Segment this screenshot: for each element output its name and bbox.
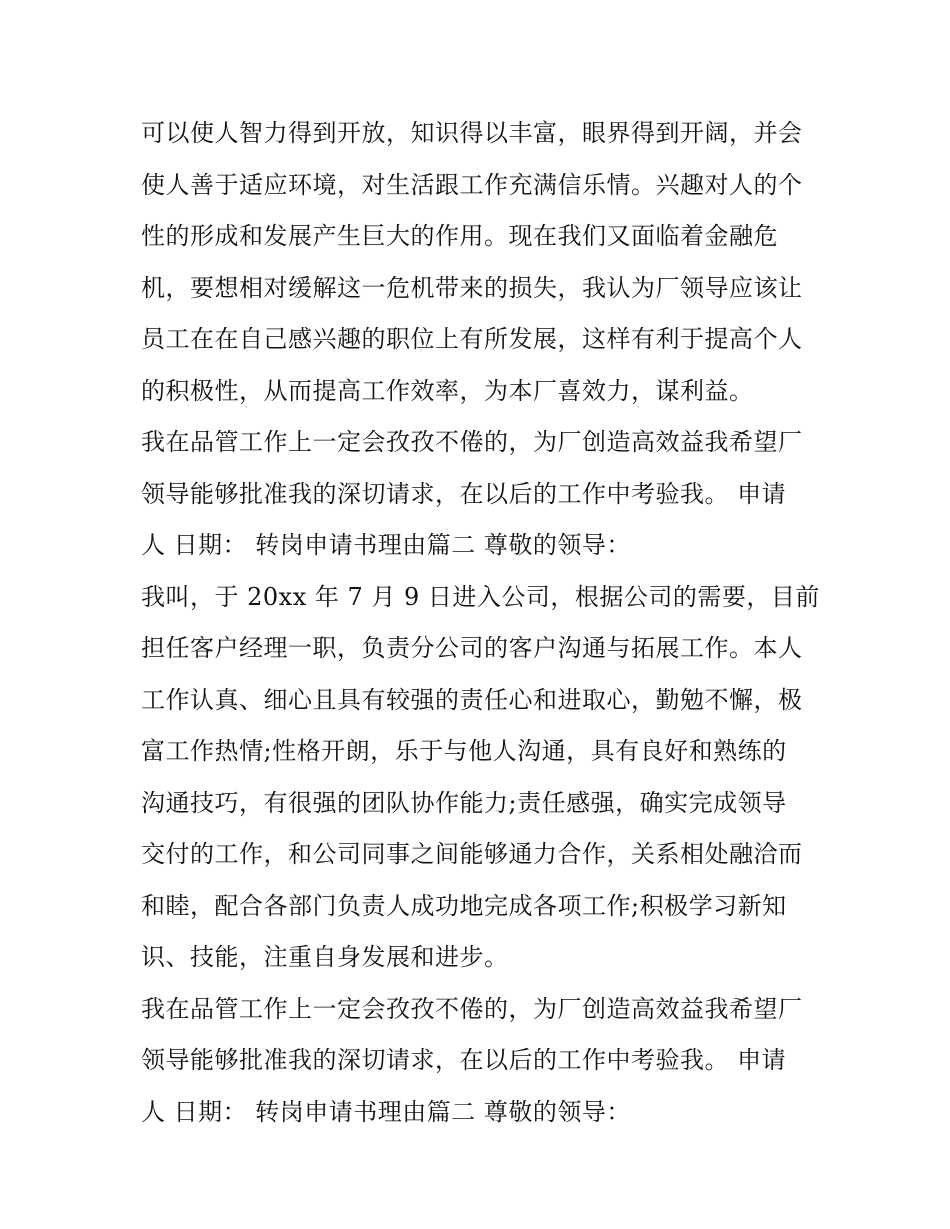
text-line: 机，要想相对缓解这一危机带来的损失，我认为厂领导应该让: [141, 273, 803, 302]
text-line: 和睦，配合各部门负责人成功地完成各项工作;积极学习新知: [141, 891, 787, 920]
text-line: 可以使人智力得到开放，知识得以丰富，眼界得到开阔，并会: [141, 119, 803, 147]
text-line: 交付的工作，和公司同事之间能够通力合作，关系相处融洽而: [141, 840, 803, 868]
text-line: 我叫，于 20xx 年 7 月 9 日进入公司，根据公司的需要，目前: [141, 582, 820, 611]
text-line: 的积极性，从而提高工作效率，为本厂喜效力，谋利益。: [141, 376, 754, 405]
text-line: 员工在在自己感兴趣的职位上有所发展，这样有利于提高个人: [141, 325, 803, 353]
text-line: 使人善于适应环境，对生活跟工作充满信乐情。兴趣对人的个: [141, 170, 803, 199]
text-line: 我在品管工作上一定会孜孜不倦的，为厂创造高效益我希望厂: [141, 994, 803, 1023]
text-line: 富工作热情;性格开朗，乐于与他人沟通，具有良好和熟练的: [141, 737, 787, 765]
text-line: 我在品管工作上一定会孜孜不倦的，为厂创造高效益我希望厂: [141, 428, 803, 456]
body-text: [141, 108, 821, 1138]
text-line: 性的形成和发展产生巨大的作用。现在我们又面临着金融危: [141, 222, 778, 250]
text-line: 人 日期： 转岗申请书理由篇二 尊敬的领导：: [141, 531, 631, 559]
text-line: 担任客户经理一职，负责分公司的客户沟通与拓展工作。本人: [141, 634, 803, 662]
text-line: 工作认真、细心且具有较强的责任心和进取心，勤勉不懈，极: [141, 685, 803, 714]
text-line: 沟通技巧，有很强的团队协作能力;责任感强，确实完成领导: [141, 788, 787, 817]
text-line: 领导能够批准我的深切请求，在以后的工作中考验我。 申请: [141, 1046, 787, 1074]
text-line: 识、技能，注重自身发展和进步。: [141, 943, 509, 971]
text-line: 人 日期： 转岗申请书理由篇二 尊敬的领导：: [141, 1097, 631, 1126]
text-line: 领导能够批准我的深切请求，在以后的工作中考验我。 申请: [141, 479, 787, 508]
